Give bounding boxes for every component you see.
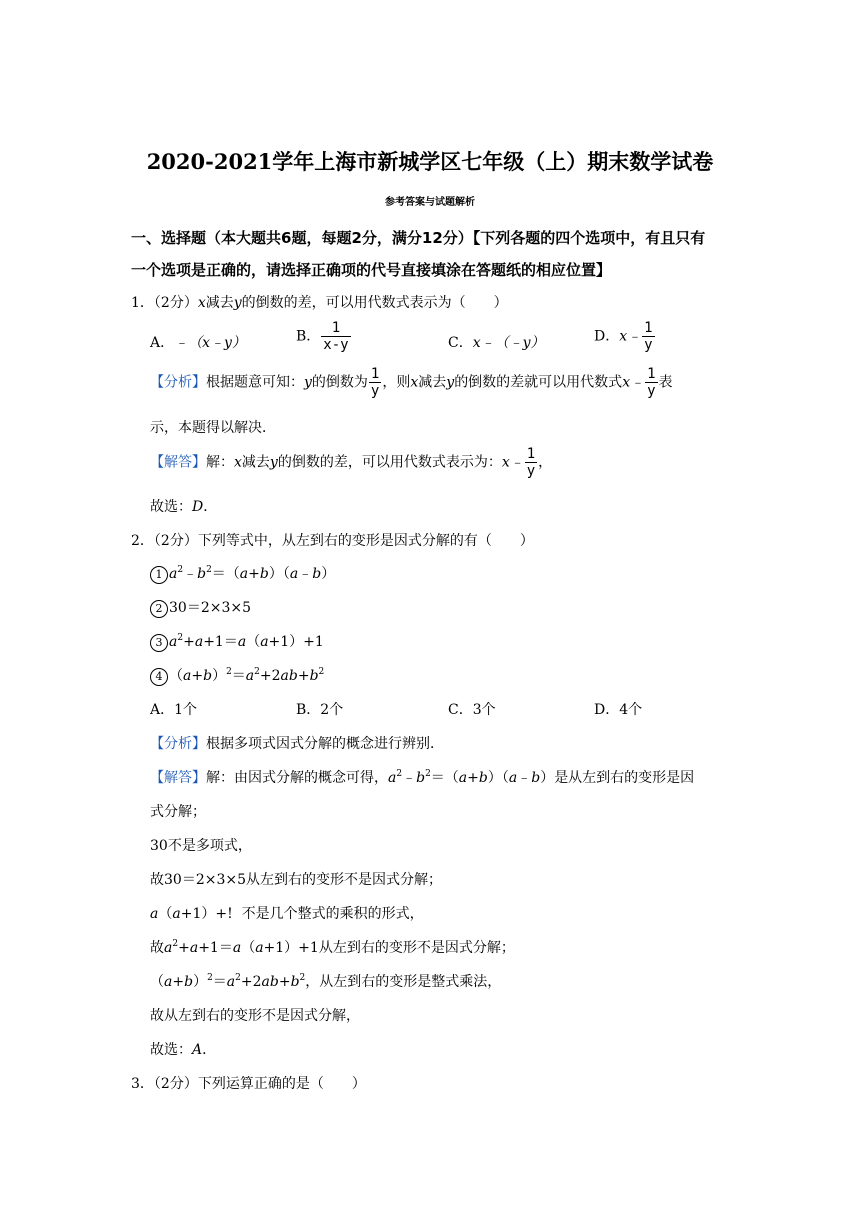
q1-option-a: A．﹣（x﹣y） <box>150 335 246 351</box>
q2-choice: 故选：A． <box>150 1042 217 1058</box>
q2-answer-line3: 30不是多项式， <box>150 838 252 854</box>
q1-choice: 故选：D． <box>150 499 218 515</box>
q2-answer-line2: 式分解； <box>150 804 206 820</box>
q2-option-c: C．3个 <box>448 702 496 718</box>
q1-option-d-fraction: $\frac{1}{y}$ <box>644 320 653 353</box>
q1-option-c: C．x﹣（﹣y） <box>448 335 545 351</box>
section-heading-line1: 一、选择题（本大题共6题，每题2分，满分12分）【下列各题的四个选项中，有且只有 <box>131 229 706 247</box>
q2-stem: 2．（2分）下列等式中，从左到右的变形是因式分解的有（ ） <box>131 533 534 549</box>
q1-stem: 1．（2分）x减去y的倒数的差，可以用代数式表示为（ ） <box>131 295 508 311</box>
q2-answer-line7: $(a+b)^2=a^2+2ab+b^2$，从左到右的变形是整式乘法， <box>150 973 502 990</box>
q2-item-4: 4 $(a+b)^2=a^2+2ab+b^2$ <box>150 665 324 686</box>
q2-analysis: 【分析】根据多项式因式分解的概念进行辨别． <box>150 736 444 752</box>
q2-answer-line8: 故从左到右的变形不是因式分解， <box>150 1008 360 1024</box>
page-title: 2020-2021学年上海市新城学区七年级（上）期末数学试卷 <box>146 149 714 174</box>
section-heading-line2: 一个选项是正确的，请选择正确项的代号直接填涂在答题纸的相应位置】 <box>131 261 612 279</box>
q1-option-d: D．x﹣ $\frac{1}{y}$ <box>594 320 653 353</box>
q2-answer-line6: 故$a^2+a+1=a(a+1)+1$从左到右的变形不是因式分解； <box>150 939 515 956</box>
q1-analysis: 【分析】根据题意可知：y的倒数为 $\frac{1}{y}$ ，则x减去y的倒数的差就可以用代数式x﹣ $\frac{1}{y}$ 表 <box>150 366 673 399</box>
circled-number-1: 1 <box>150 566 168 584</box>
circled-number-3: 3 <box>150 634 168 652</box>
q1-option-b: B． $\frac{1}{x-y}$ <box>296 320 349 353</box>
q2-item-2: 2 30＝2×3×5 <box>150 597 251 618</box>
q2-answer: 【解答】解：由因式分解的概念可得，$a^2﹣b^2=(a+b)(a﹣b)$是从左到右的变形是因 <box>150 769 695 786</box>
q2-item-3: 3 $a^2+a+1=a(a+1)+1$ <box>150 631 324 652</box>
page-subtitle: 参考答案与试题解析 <box>385 197 475 208</box>
q1-option-b-fraction: $\frac{1}{x-y}$ <box>323 320 349 353</box>
q2-option-b: B．2个 <box>296 702 344 718</box>
q2-option-a: A．1个 <box>150 702 198 718</box>
q3-stem: 3．（2分）下列运算正确的是（ ） <box>131 1076 366 1092</box>
q1-answer: 【解答】解：x减去y的倒数的差，可以用代数式表示为：x﹣ $\frac{1}{y}$ ， <box>150 446 553 479</box>
q2-answer-line4: 故30＝2×3×5从左到右的变形不是因式分解； <box>150 872 442 888</box>
q1-analysis-line2: 示，本题得以解决． <box>150 420 276 436</box>
q2-option-d: D．4个 <box>594 702 643 718</box>
circled-number-4: 4 <box>150 668 168 686</box>
q2-answer-line5: a（a+1）+! 不是几个整式的乘积的形式， <box>150 906 424 922</box>
q2-item-1: 1 $a^2﹣b^2=(a+b)(a﹣b)$ <box>150 563 335 584</box>
circled-number-2: 2 <box>150 600 168 618</box>
